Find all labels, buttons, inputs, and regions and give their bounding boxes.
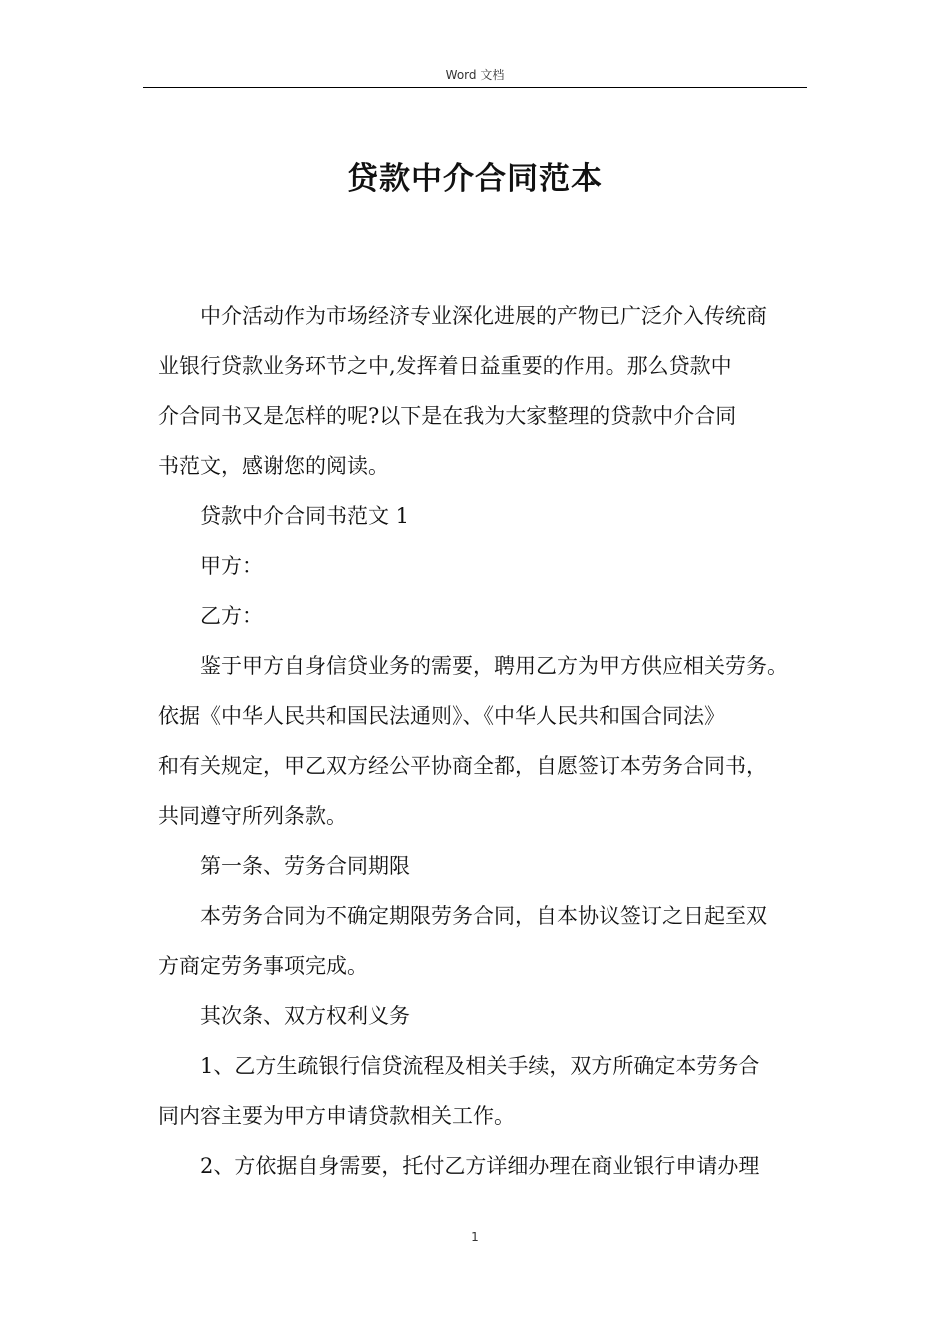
article-2-heading [179, 991, 815, 1041]
article-1-body [158, 891, 815, 991]
article-2-item-1 [158, 1041, 815, 1141]
paragraph-line: 共同遵守所列条款。 [158, 804, 347, 828]
header-divider [143, 87, 807, 88]
paragraph-line: 其次条、双方权利义务 [200, 1004, 410, 1028]
section-heading-sample-1 [179, 491, 815, 541]
document-body [158, 291, 815, 1191]
paragraph-preamble [158, 641, 815, 841]
paragraph-line: 同内容主要为甲方申请贷款相关工作。 [158, 1104, 515, 1128]
page-number: 1 [471, 1230, 479, 1244]
paragraph-line: 1、乙方生疏银行信贷流程及相关手续，双方所确定本劳务合 [200, 1054, 760, 1078]
paragraph-line: 方商定劳务事项完成。 [158, 954, 368, 978]
paragraph-line: 介合同书又是怎样的呢?以下是在我为大家整理的贷款中介合同 [158, 404, 737, 428]
page-header: Word 文档 [445, 68, 505, 82]
party-b-label [179, 591, 815, 641]
paragraph-line: 甲方： [200, 554, 263, 578]
paragraph-line: 本劳务合同为不确定期限劳务合同，自本协议签订之日起至双 [200, 904, 767, 928]
paragraph-line: 2、方依据自身需要，托付乙方详细办理在商业银行申请办理 [200, 1154, 760, 1178]
paragraph-line: 鉴于甲方自身信贷业务的需要，聘用乙方为甲方供应相关劳务。 [200, 654, 788, 678]
paragraph-line: 乙方： [200, 604, 263, 628]
article-2-item-2 [179, 1141, 815, 1191]
paragraph-line: 业银行贷款业务环节之中,发挥着日益重要的作用。那么贷款中 [158, 354, 732, 378]
paragraph-line: 依据《中华人民共和国民法通则》、《中华人民共和国合同法》 [158, 704, 725, 728]
paragraph-line: 贷款中介合同书范文 1 [200, 504, 410, 528]
paragraph-line: 第一条、劳务合同期限 [200, 854, 410, 878]
paragraph-line: 书范文，感谢您的阅读。 [158, 454, 389, 478]
party-a-label [179, 541, 815, 591]
article-1-heading [179, 841, 815, 891]
document-title: 贷款中介合同范本 [347, 161, 603, 197]
paragraph-intro [158, 291, 815, 491]
paragraph-line: 和有关规定，甲乙双方经公平协商全都，自愿签订本劳务合同书， [158, 754, 767, 778]
paragraph-line: 中介活动作为市场经济专业深化进展的产物已广泛介入传统商 [200, 304, 767, 328]
